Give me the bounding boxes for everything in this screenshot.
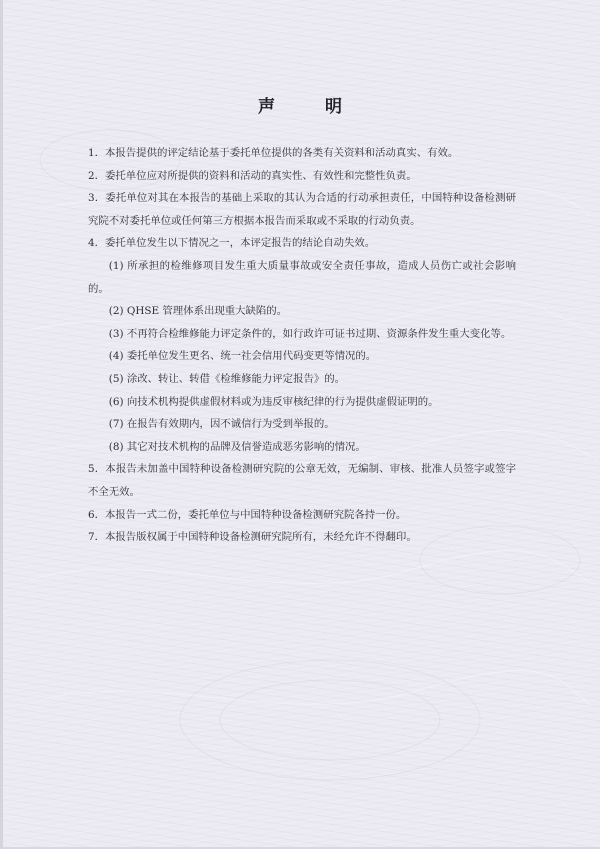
statement-list xyxy=(88,142,516,549)
statement-item-5: 5．本报告未加盖中国特种设备检测研究院的公章无效，无编制、审核、批准人员签字或签字不全无效。 xyxy=(88,463,516,498)
statement-item-1: 1．本报告提供的评定结论基于委托单位提供的各类有关资料和活动真实、有效。 xyxy=(88,147,459,159)
statement-subitem-1: (1) 所承担的检维修项目发生重大质量事故或安全责任事故，造成人员伤亡或社会影响的。 xyxy=(88,259,516,295)
statement-item-2: 2．委托单位应对所提供的资料和活动的真实性、有效性和完整性负责。 xyxy=(88,169,417,182)
statement-subitem-5: (5) 涂改、转让、转借《检维修能力评定报告》的。 xyxy=(108,372,346,385)
statement-subitem-7: (7) 在报告有效期内，因不诚信行为受到举报的。 xyxy=(108,418,335,431)
statement-subitem-3: (3) 不再符合检维修能力评定条件的，如行政许可证书过期、资源条件发生重大变化等。 xyxy=(108,327,512,340)
statement-item-4: 4．委托单位发生以下情况之一，本评定报告的结论自动失效。 xyxy=(88,237,376,250)
statement-subitem-8: (8) 其它对技术机构的品牌及信誉造成恶劣影响的情况。 xyxy=(108,440,366,453)
page-title: 声 明 xyxy=(258,97,364,117)
statement-subitem-2: (2) QHSE 管理体系出现重大缺陷的。 xyxy=(108,305,288,318)
statement-item-6: 6．本报告一式二份，委托单位与中国特种设备检测研究院各持一份。 xyxy=(88,508,407,521)
statement-item-3: 3．委托单位对其在本报告的基础上采取的其认为合适的行动承担责任，中国特种设备检测研究院不对委托单位或任何第三方根据本报告而采取或不采取的行动负责。 xyxy=(88,192,516,227)
statement-item-7: 7．本报告版权属于中国特种设备检测研究院所有，未经允许不得翻印。 xyxy=(88,531,417,544)
statement-subitem-4: (4) 委托单位发生更名、统一社会信用代码变更等情况的。 xyxy=(108,350,377,363)
statement-subitem-6: (6) 向技术机构提供虚假材料或为违反审核纪律的行为提供虚假证明的。 xyxy=(108,395,439,408)
